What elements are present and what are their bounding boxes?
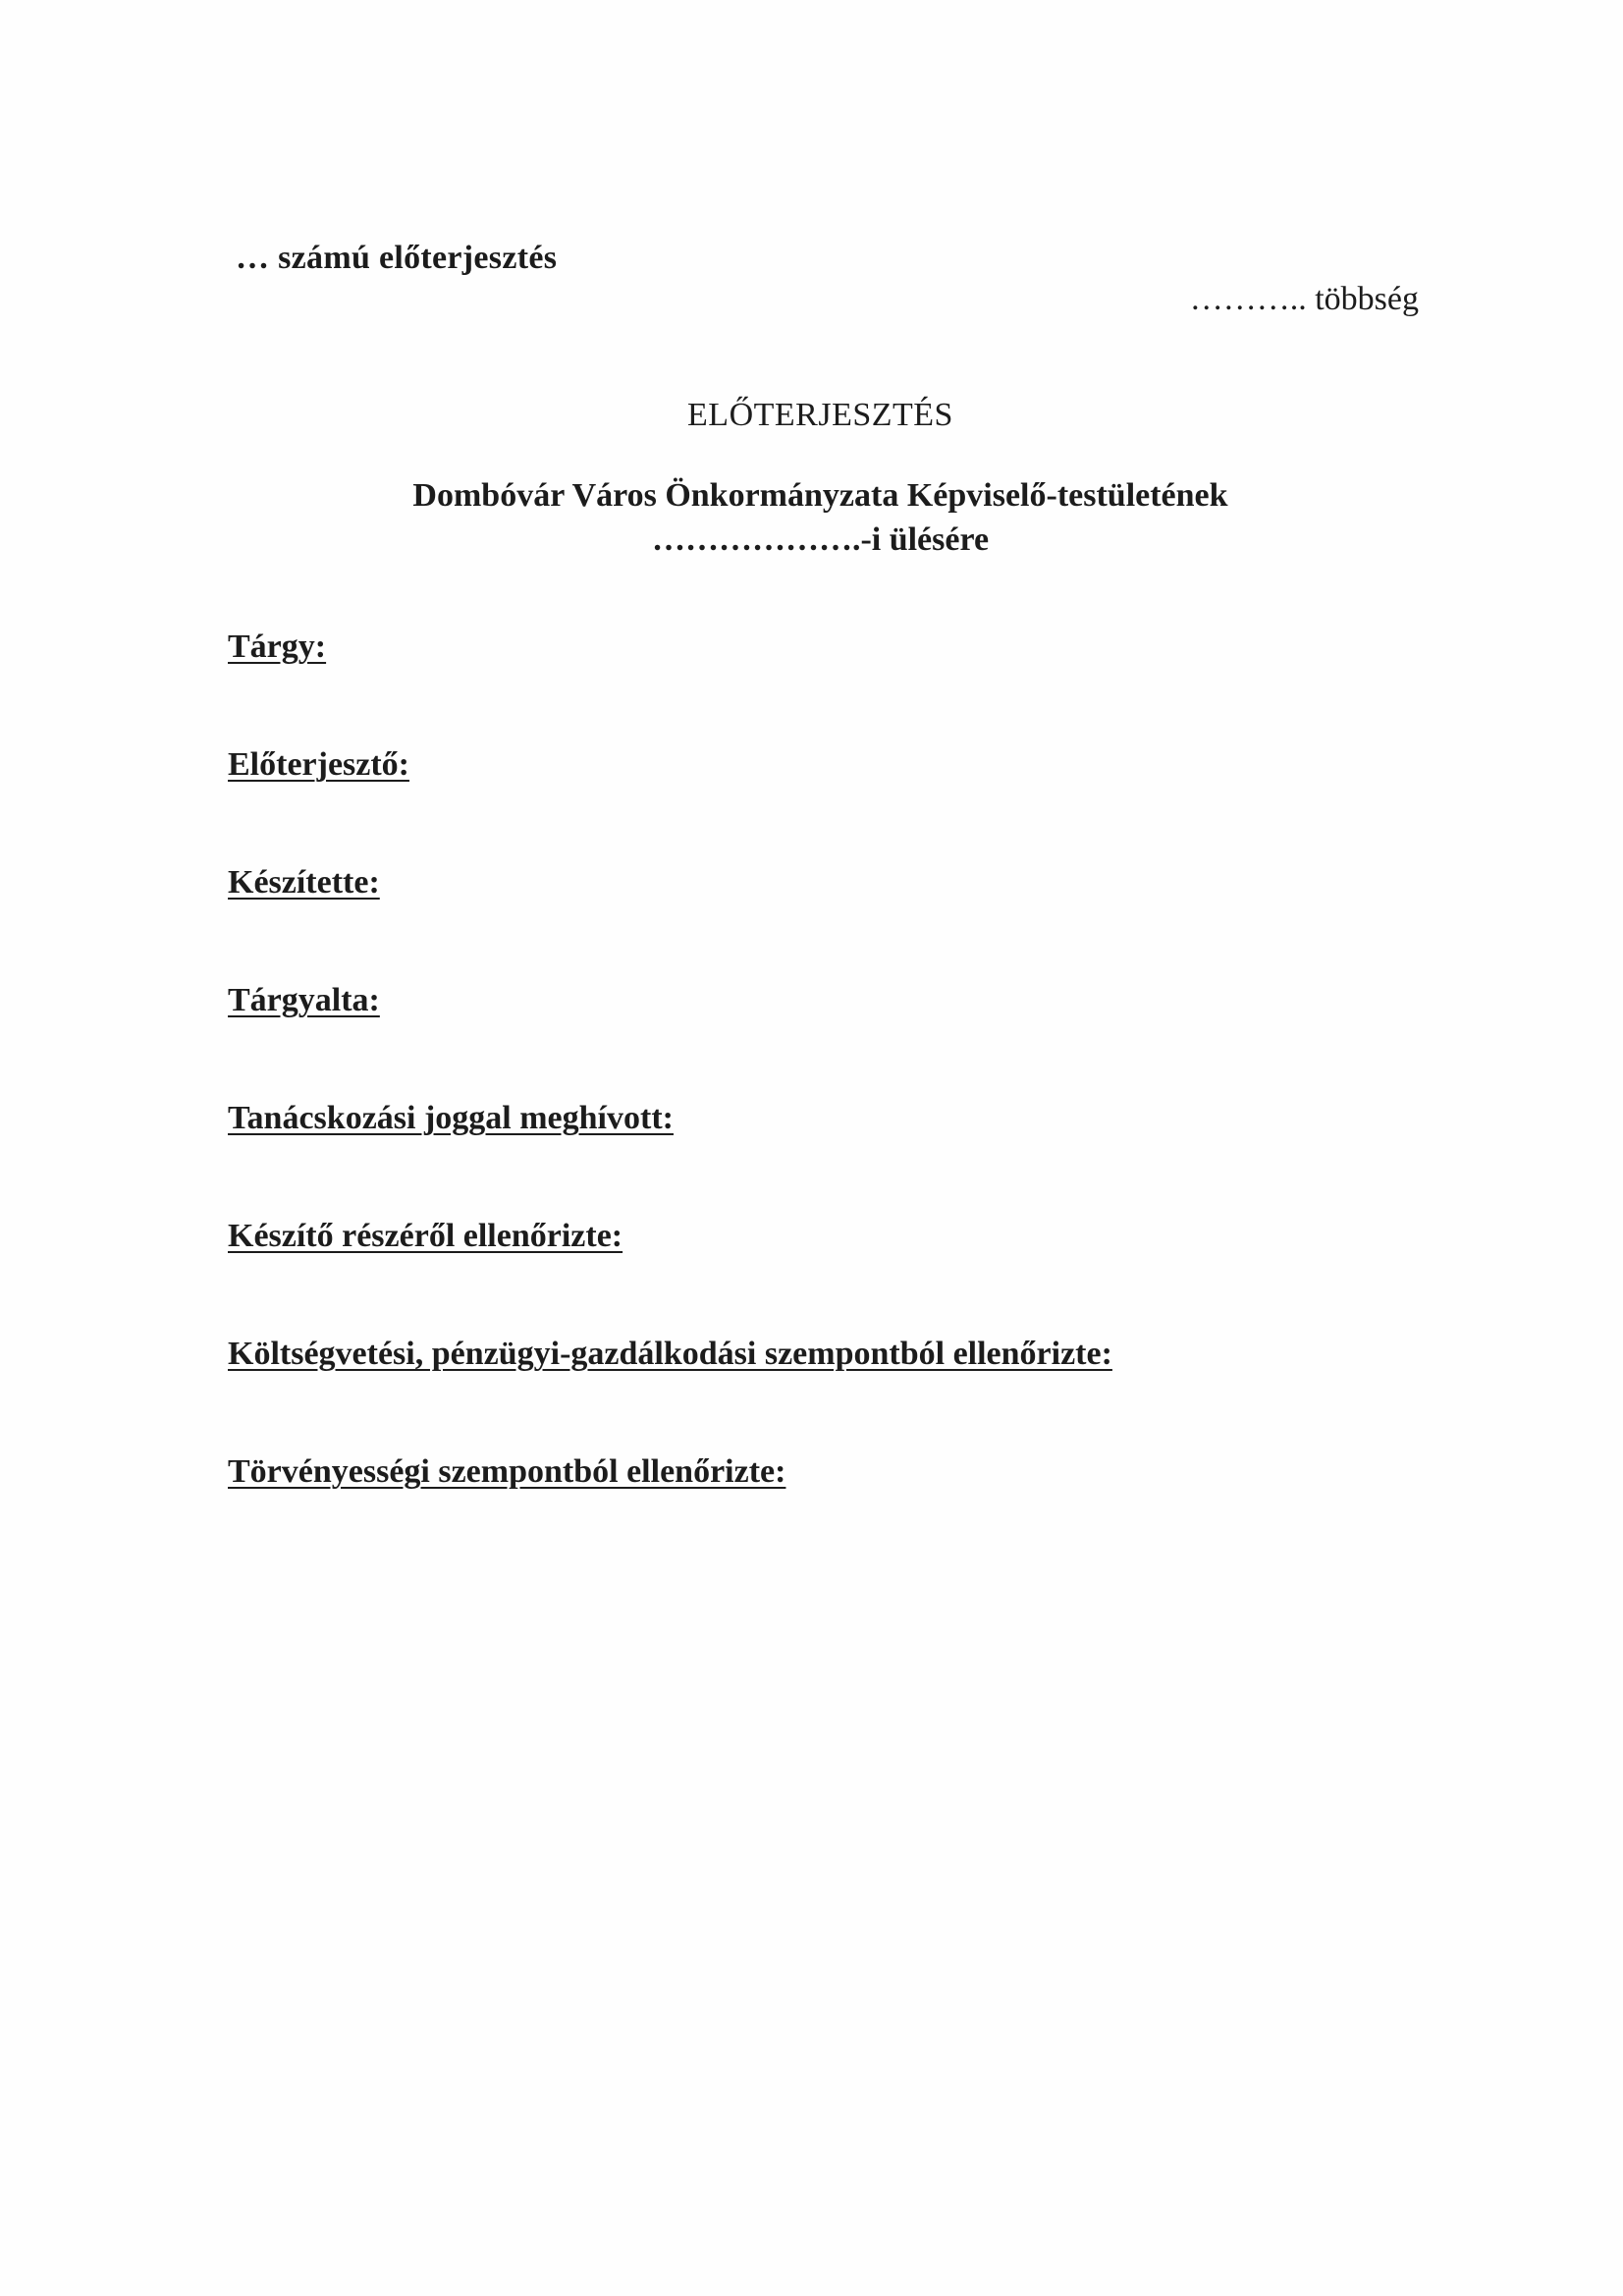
subtitle-line-2: ……………….-i ülésére xyxy=(651,521,990,558)
field-label-presenter: Előterjesztő: xyxy=(228,746,410,783)
document-subtitle xyxy=(0,473,1623,562)
field-label-prepared-by: Készítette: xyxy=(228,864,380,901)
document-number: … számú előterjesztés xyxy=(236,240,558,276)
document-title: ELŐTERJESZTÉS xyxy=(687,397,953,433)
field-label-invited-advisory: Tanácskozási joggal meghívott: xyxy=(228,1100,674,1136)
field-label-checked-by-author: Készítő részéről ellenőrizte: xyxy=(228,1218,623,1254)
majority-type: ……….. többség xyxy=(1189,281,1419,317)
field-label-checked-budget: Költségvetési, pénzügyi-gazdálkodási szempontból ellenőrizte: xyxy=(228,1336,1112,1372)
field-label-checked-legality: Törvényességi szempontból ellenőrizte: xyxy=(228,1453,786,1490)
field-label-discussed-by: Tárgyalta: xyxy=(228,982,380,1018)
field-label-subject: Tárgy: xyxy=(228,629,327,665)
subtitle-line-1: Dombóvár Város Önkormányzata Képviselő-testületének xyxy=(412,477,1228,514)
